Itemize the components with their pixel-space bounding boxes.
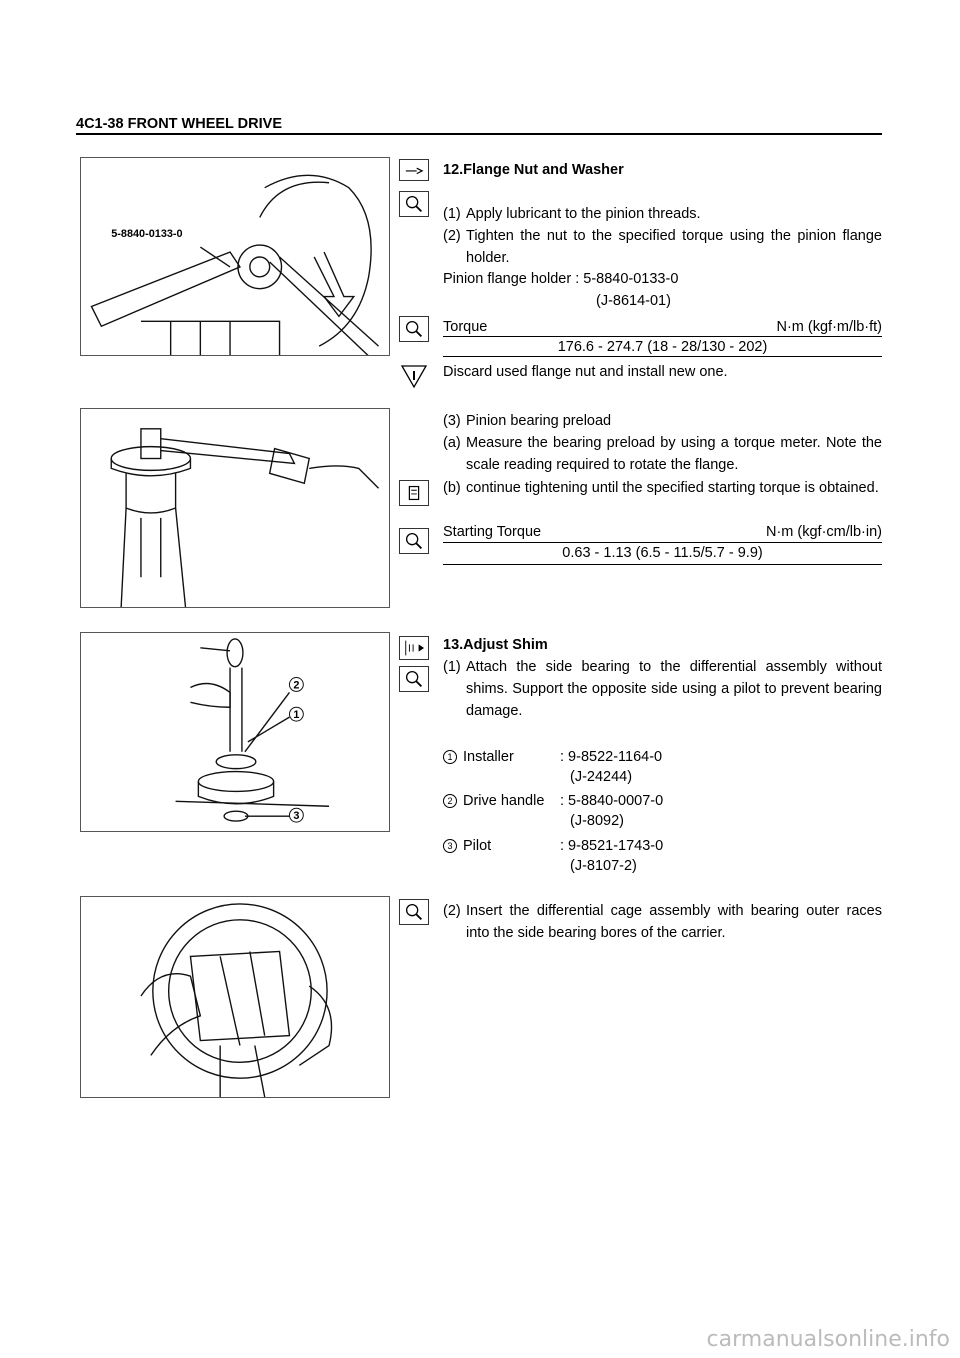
figure-torque-meter bbox=[80, 408, 390, 608]
section13-step1 bbox=[443, 656, 882, 722]
torque-magnifier-icon bbox=[399, 316, 429, 342]
torque-bottom-rule bbox=[443, 356, 882, 357]
tool-2-name: Drive handle bbox=[463, 793, 545, 809]
differential-cage-illustration bbox=[81, 897, 389, 1097]
tool-1-name: Installer bbox=[463, 749, 514, 765]
step-number: (1) bbox=[443, 206, 461, 222]
tool-2-number: : 5-8840-0007-0 bbox=[560, 793, 664, 809]
figure-differential-cage bbox=[80, 896, 390, 1098]
step-text: Pinion bearing preload bbox=[466, 413, 612, 429]
step-number: (a) bbox=[443, 435, 461, 451]
attach-magnifier-icon bbox=[399, 666, 429, 692]
section12-step2 bbox=[443, 225, 882, 269]
preload-step-a bbox=[443, 432, 882, 476]
step-text: Apply lubricant to the pinion threads. bbox=[466, 206, 701, 222]
inspect-magnifier-icon bbox=[399, 191, 429, 217]
measure-gauge-icon bbox=[399, 480, 429, 506]
preload-step-b bbox=[443, 477, 882, 499]
starting-torque-value: 0.63 - 1.13 (6.5 - 11.5/5.7 - 9.9) bbox=[562, 545, 763, 561]
step-number: (3) bbox=[443, 413, 461, 429]
starting-torque-magnifier-icon bbox=[399, 528, 429, 554]
figure-flange-holder bbox=[80, 157, 390, 356]
tool-3-name: Pilot bbox=[463, 838, 492, 854]
torque-label: Torque bbox=[443, 319, 488, 335]
torque-value: 176.6 - 274.7 (18 - 28/130 - 202) bbox=[557, 339, 768, 355]
header-rule bbox=[76, 133, 882, 135]
figure-tool-label: 5-8840-0133-0 bbox=[111, 228, 183, 241]
starting-torque-unit: N·m (kgf·cm/lb·in) bbox=[766, 524, 882, 540]
flange-holder-illustration bbox=[81, 158, 389, 355]
tool-1-marker: 1 bbox=[443, 750, 457, 764]
tool-3-row bbox=[443, 835, 491, 857]
tool-3-number: : 9-8521-1743-0 bbox=[560, 838, 664, 854]
section13-heading: 13.Adjust Shim bbox=[443, 637, 548, 653]
tool-line: Pinion flange holder : 5-8840-0133-0 bbox=[443, 271, 679, 287]
step-text: Attach the side bearing to the differential assembly without shims. Support the opposite side using a pilot to prevent bearing damage. bbox=[466, 659, 882, 719]
insert-magnifier-icon bbox=[399, 899, 429, 925]
tool-2-marker: 2 bbox=[443, 794, 457, 808]
step-text: Insert the differential cage assembly with bearing outer races into the side bearing bores of the carrier. bbox=[466, 903, 882, 941]
discard-note: Discard used flange nut and install new one. bbox=[443, 364, 728, 380]
step-number: (1) bbox=[443, 659, 461, 675]
starting-torque-bottom-rule bbox=[443, 564, 882, 565]
tool-3-alt: (J-8107-2) bbox=[570, 858, 637, 874]
section12-step1 bbox=[443, 203, 882, 225]
step-text: Tighten the nut to the specified torque using the pinion flange holder. bbox=[466, 228, 882, 266]
step-number: (2) bbox=[443, 228, 461, 244]
figure-side-bearing bbox=[80, 632, 390, 832]
tool-alt-number: (J-8614-01) bbox=[596, 293, 671, 309]
section12-heading: 12.Flange Nut and Washer bbox=[443, 162, 624, 178]
tool-2-row bbox=[443, 790, 544, 812]
page-header: 4C1-38 FRONT WHEEL DRIVE bbox=[76, 116, 282, 132]
step-text: continue tightening until the specified starting torque is obtained. bbox=[466, 480, 879, 496]
figure-callout-3: 3 bbox=[293, 810, 300, 823]
tool-3-marker: 3 bbox=[443, 839, 457, 853]
tool-1-row bbox=[443, 746, 514, 768]
tool-1-number: : 9-8522-1164-0 bbox=[560, 749, 663, 765]
torque-meter-illustration bbox=[81, 409, 389, 607]
watermark: carmanualsonline.info bbox=[706, 1327, 950, 1352]
starting-torque-label: Starting Torque bbox=[443, 524, 542, 540]
shim-adjust-icon bbox=[399, 636, 429, 660]
tool-2-alt: (J-8092) bbox=[570, 813, 624, 829]
tool-1-alt: (J-24244) bbox=[570, 769, 633, 785]
step-number: (2) bbox=[443, 903, 461, 919]
warning-triangle-icon bbox=[399, 363, 429, 389]
step-text: Measure the bearing preload by using a torque meter. Note the scale reading required to rotate the flange. bbox=[466, 435, 882, 473]
preload-step3 bbox=[443, 410, 882, 432]
figure-callout-1: 1 bbox=[293, 709, 300, 722]
side-bearing-illustration bbox=[81, 633, 389, 831]
step-number: (b) bbox=[443, 480, 461, 496]
torque-unit: N·m (kgf·m/lb·ft) bbox=[776, 319, 882, 335]
section13-step2 bbox=[443, 900, 882, 944]
flange-nut-icon bbox=[399, 159, 429, 181]
figure-callout-2: 2 bbox=[293, 679, 300, 692]
